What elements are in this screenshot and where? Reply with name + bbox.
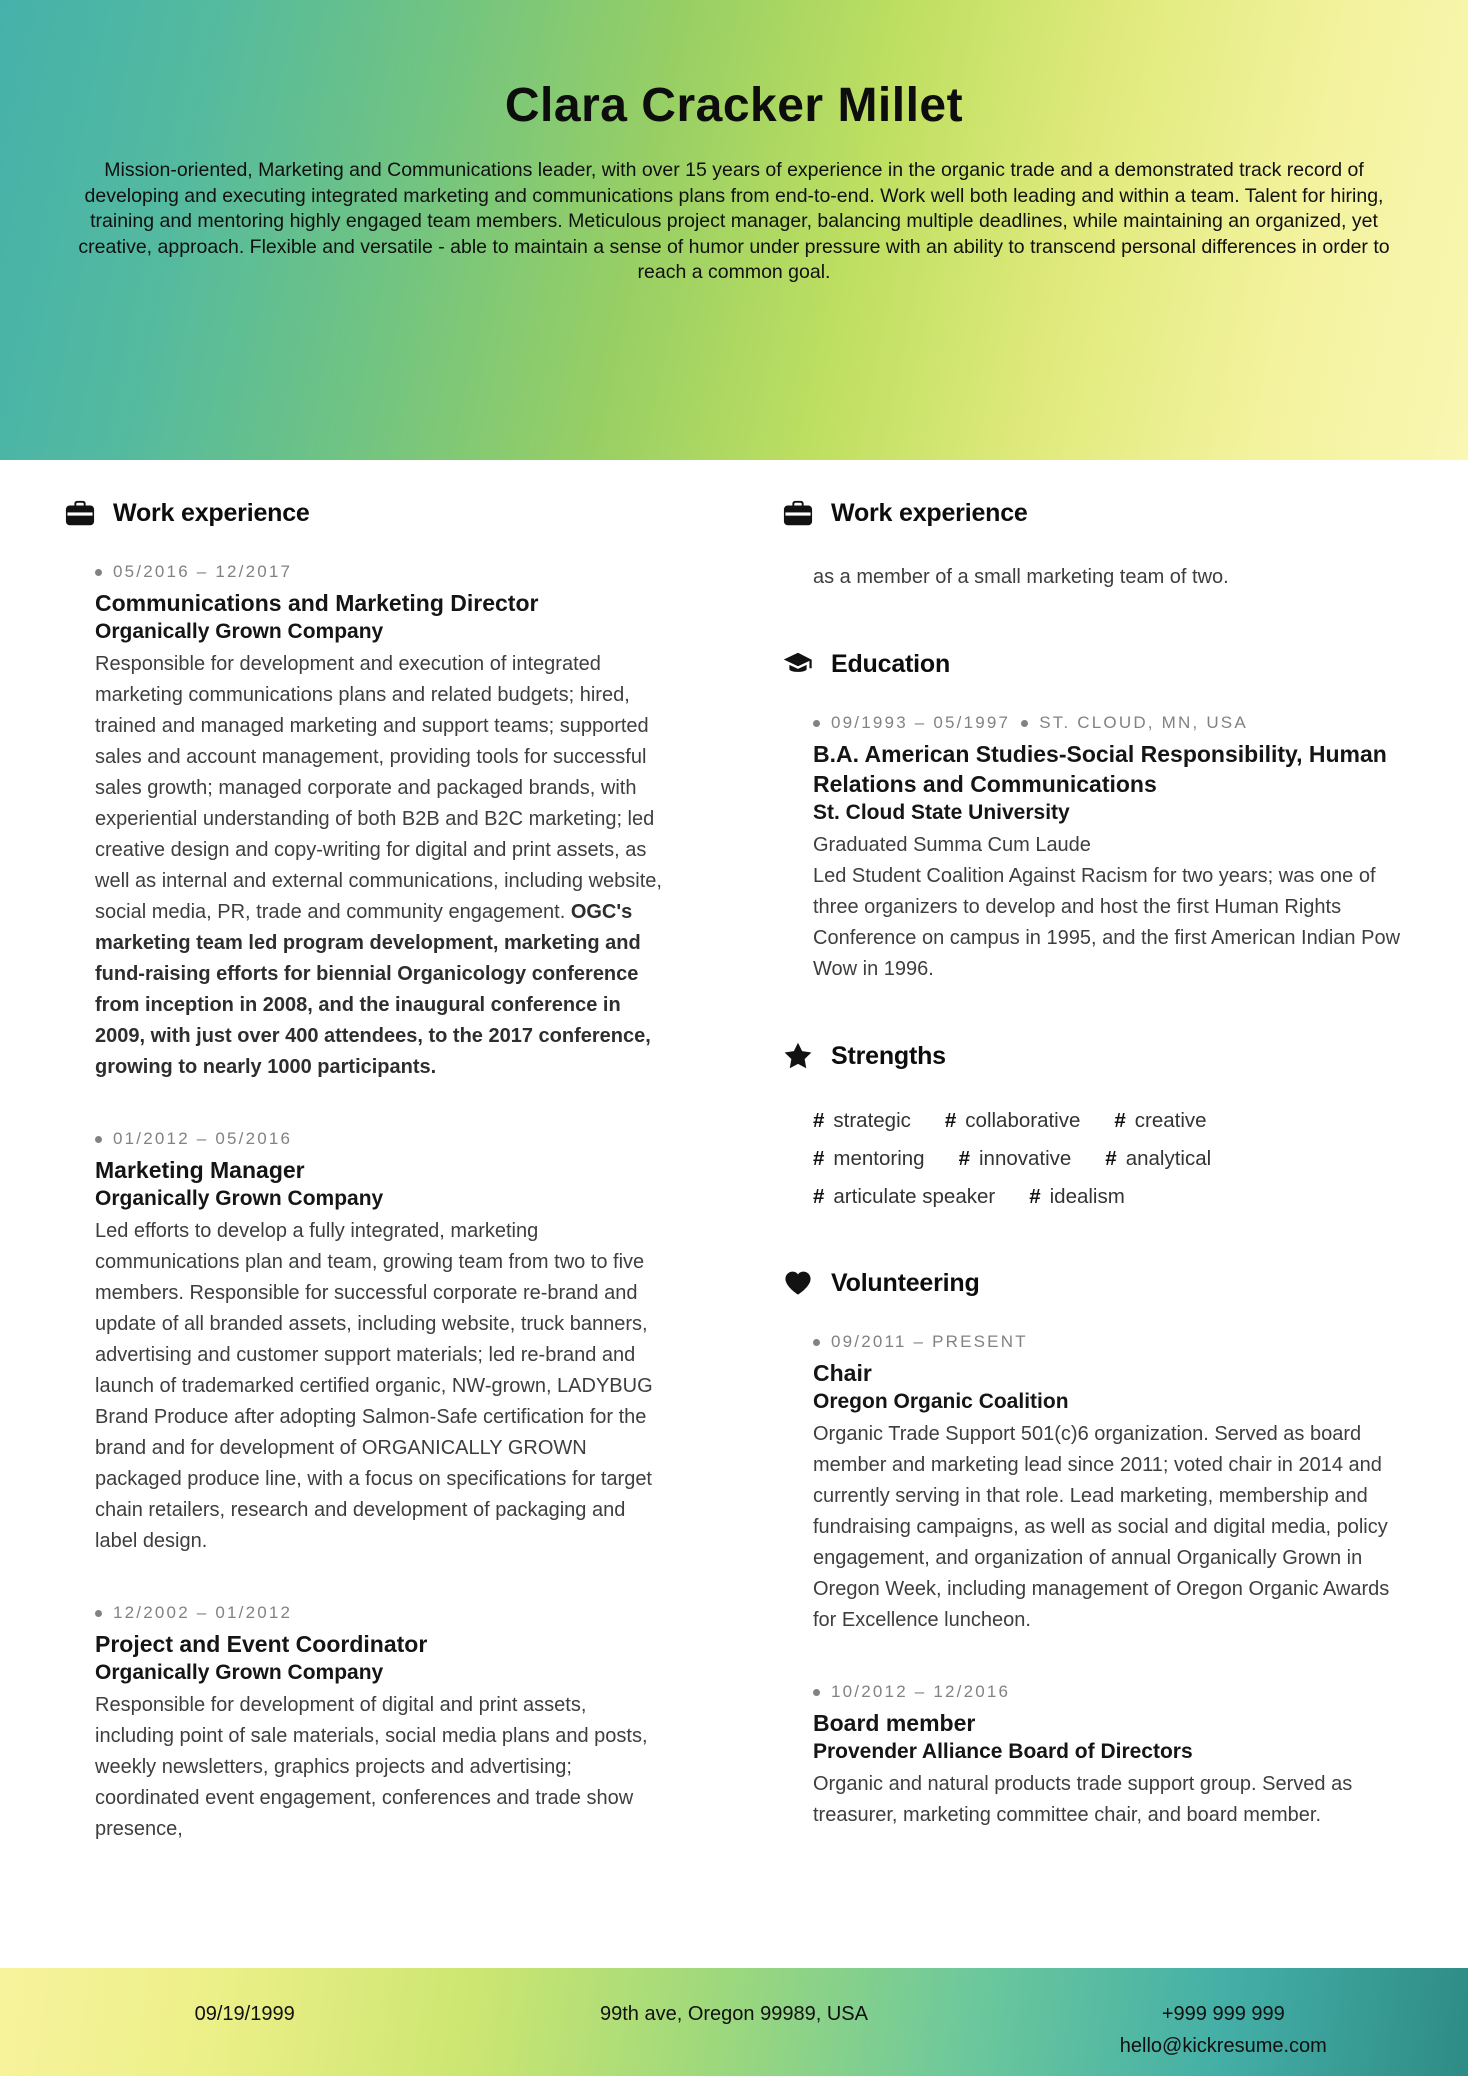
hash-icon: # bbox=[958, 1147, 970, 1170]
work-entry bbox=[95, 1129, 665, 1557]
left-column bbox=[65, 498, 665, 1968]
section-title: Work experience bbox=[831, 498, 1028, 527]
bullet-dot bbox=[1021, 720, 1028, 727]
hash-icon: # bbox=[813, 1147, 825, 1170]
summary-text: Mission-oriented, Marketing and Communications leader, with over 15 years of experience in the organic trade and a demonstrated track record of developing and executing integrated marketing and communications plans from end-to-end. Work well both leading and within a team. Talent for hiring, training and mentoring highly engaged team members. Meticulous project manager, balancing multiple deadlines, while maintaining an organized, yet creative, approach. Flexible and versatile - able to maintain a sense of humor under pressure with an ability to transcend personal differences in order to reach a common goal. bbox=[78, 159, 1390, 283]
entry-organization: Oregon Organic Coalition bbox=[813, 1390, 1069, 1413]
section-strengths bbox=[783, 1041, 1403, 1212]
hash-icon: # bbox=[813, 1185, 825, 1208]
entry-title: Marketing Manager bbox=[95, 1157, 305, 1183]
bullet-dot bbox=[95, 1610, 102, 1617]
strength-tag: # idealism bbox=[1029, 1185, 1125, 1208]
work-experience-header bbox=[65, 498, 665, 528]
briefcase-icon bbox=[783, 498, 813, 528]
volunteering-header bbox=[783, 1268, 1403, 1298]
hash-icon: # bbox=[1105, 1147, 1117, 1170]
strength-tag: # strategic bbox=[813, 1109, 911, 1132]
volunteering-entries bbox=[783, 1332, 1403, 1831]
entry-description: Responsible for development of digital and print assets, including point of sale materials, social media plans and posts, weekly newsletters, graphics projects and advertising; coordinated event engagement, conferences and trade show presence, bbox=[95, 1694, 648, 1840]
entry-degree: B.A. American Studies-Social Responsibility, Human Relations and Communications bbox=[813, 741, 1387, 797]
section-title: Strengths bbox=[831, 1041, 946, 1070]
work-experience-header bbox=[783, 498, 1403, 528]
work-entry-continuation: as a member of a small marketing team of two. bbox=[813, 566, 1229, 588]
resume-body bbox=[0, 460, 1468, 1968]
entry-date: 09/2011 – PRESENT bbox=[813, 1332, 1403, 1352]
footer-contact bbox=[979, 1998, 1468, 2076]
strength-tag: # creative bbox=[1114, 1109, 1207, 1132]
entry-title: Project and Event Coordinator bbox=[95, 1631, 428, 1657]
candidate-name: Clara Cracker Millet bbox=[504, 79, 964, 132]
hash-icon: # bbox=[1114, 1109, 1126, 1132]
strength-tag: # analytical bbox=[1105, 1147, 1212, 1170]
education-entry bbox=[813, 713, 1403, 985]
bullet-dot bbox=[813, 1689, 820, 1696]
entry-organization: Provender Alliance Board of Directors bbox=[813, 1740, 1193, 1763]
bullet-dot bbox=[95, 569, 102, 576]
entry-company: Organically Grown Company bbox=[95, 620, 384, 643]
entry-date: 05/2016 – 12/2017 bbox=[95, 562, 665, 582]
resume-footer bbox=[0, 1968, 1468, 2076]
work-experience-entries bbox=[65, 562, 665, 1845]
strength-tag: # articulate speaker bbox=[813, 1185, 996, 1208]
strength-tag: # mentoring bbox=[813, 1147, 925, 1170]
entry-title: Board member bbox=[813, 1710, 976, 1736]
graduation-cap-icon bbox=[783, 649, 813, 679]
hash-icon: # bbox=[1029, 1185, 1041, 1208]
entry-company: Organically Grown Company bbox=[95, 1661, 384, 1684]
footer-email: hello@kickresume.com bbox=[1119, 2035, 1327, 2057]
entry-date: 01/2012 – 05/2016 bbox=[95, 1129, 665, 1149]
entry-description: Responsible for development and execution of integrated marketing communications plans and related budgets; hired, trained and managed marketing and support teams; supported sales and account management, providing tools for successful sales growth; managed corporate and packaged brands, with experiential understanding of both B2B and B2C marketing; led creative design and copy-writing for digital and print assets, as well as internal and external communications, including website, social media, PR, trade and community engagement. OGC's marketing team led program development, marketing and fund-raising efforts for biennial Organicology conference from inception in 2008, and the inaugural conference in 2009, with just over 400 attendees, to the 2017 conference, growing to nearly 1000 participants. bbox=[95, 653, 662, 1078]
entry-title: Communications and Marketing Director bbox=[95, 590, 539, 616]
entry-description: Graduated Summa Cum Laude Led Student Coalition Against Racism for two years; was one of three organizers to develop and host the first Human Rights Conference on campus in 1995, and the first American Indian Pow Wow in 1996. bbox=[813, 834, 1401, 980]
section-volunteering bbox=[783, 1268, 1403, 1831]
bullet-dot bbox=[813, 1339, 820, 1346]
entry-date: 12/2002 – 01/2012 bbox=[95, 1603, 665, 1623]
section-education bbox=[783, 649, 1403, 985]
volunteering-entry bbox=[813, 1332, 1403, 1636]
entry-title: Chair bbox=[813, 1360, 872, 1386]
hash-icon: # bbox=[944, 1109, 957, 1132]
entry-company: Organically Grown Company bbox=[95, 1187, 384, 1210]
heart-icon bbox=[783, 1268, 813, 1298]
entry-description-highlight: OGC's marketing team led program development, marketing and fund-raising efforts for biennial Organicology conference from inception in 2008, and the inaugural conference in 2009, with just over 400 attendees, to the 2017 conference, growing to nearly 1000 participants. bbox=[95, 901, 651, 1078]
hash-icon: # bbox=[813, 1109, 825, 1132]
star-icon bbox=[783, 1041, 813, 1071]
entry-description: Organic and natural products trade support group. Served as treasurer, marketing committee chair, and board member. bbox=[813, 1773, 1353, 1826]
strength-tag: # innovative bbox=[958, 1147, 1072, 1170]
section-work-experience bbox=[65, 498, 665, 1845]
strengths-header bbox=[783, 1041, 1403, 1071]
strengths-tags bbox=[783, 1105, 1343, 1212]
footer-address: 99th ave, Oregon 99989, USA bbox=[600, 2003, 868, 2025]
volunteering-entry bbox=[813, 1682, 1403, 1831]
entry-school: St. Cloud State University bbox=[813, 801, 1070, 824]
education-header bbox=[783, 649, 1403, 679]
entry-description: Led efforts to develop a fully integrated, marketing communications plan and team, growing team from two to five members. Responsible for successful corporate re-brand and update of all branded assets, including website, truck banners, advertising and customer support materials; led re-brand and launch of trademarked certified organic, NW-grown, LADYBUG Brand Produce after adopting Salmon-Safe certification for the brand and for development of ORGANICALLY GROWN packaged produce line, with a focus on specifications for target chain retailers, research and development of packaging and label design. bbox=[95, 1220, 653, 1552]
work-entry bbox=[95, 562, 665, 1083]
entry-date: 09/1993 – 05/1997 ST. CLOUD, MN, USA bbox=[813, 713, 1403, 733]
section-title: Education bbox=[831, 649, 951, 678]
section-title: Work experience bbox=[113, 498, 310, 527]
education-entries bbox=[783, 713, 1403, 985]
work-entry bbox=[95, 1603, 665, 1845]
briefcase-icon bbox=[65, 498, 95, 528]
bullet-dot bbox=[95, 1136, 102, 1143]
entry-description: Organic Trade Support 501(c)6 organization. Served as board member and marketing lead since 2011; voted chair in 2014 and currently serving in that role. Lead marketing, membership and fundraising campaigns, as well as social and digital media, policy engagement, and organization of annual Organically Grown in Oregon Week, including management of Oregon Organic Awards for Excellence luncheon. bbox=[813, 1423, 1390, 1631]
section-work-experience-continued bbox=[783, 498, 1403, 593]
footer-phone: +999 999 999 bbox=[1161, 2003, 1285, 2025]
entry-location: ST. CLOUD, MN, USA bbox=[1039, 713, 1248, 732]
entry-date: 10/2012 – 12/2016 bbox=[813, 1682, 1403, 1702]
footer-date: 09/19/1999 bbox=[194, 2003, 295, 2025]
right-column bbox=[783, 498, 1403, 1968]
strength-tag: # collaborative bbox=[944, 1109, 1081, 1132]
bullet-dot bbox=[813, 720, 820, 727]
section-title: Volunteering bbox=[831, 1268, 980, 1297]
resume-header bbox=[0, 0, 1468, 460]
